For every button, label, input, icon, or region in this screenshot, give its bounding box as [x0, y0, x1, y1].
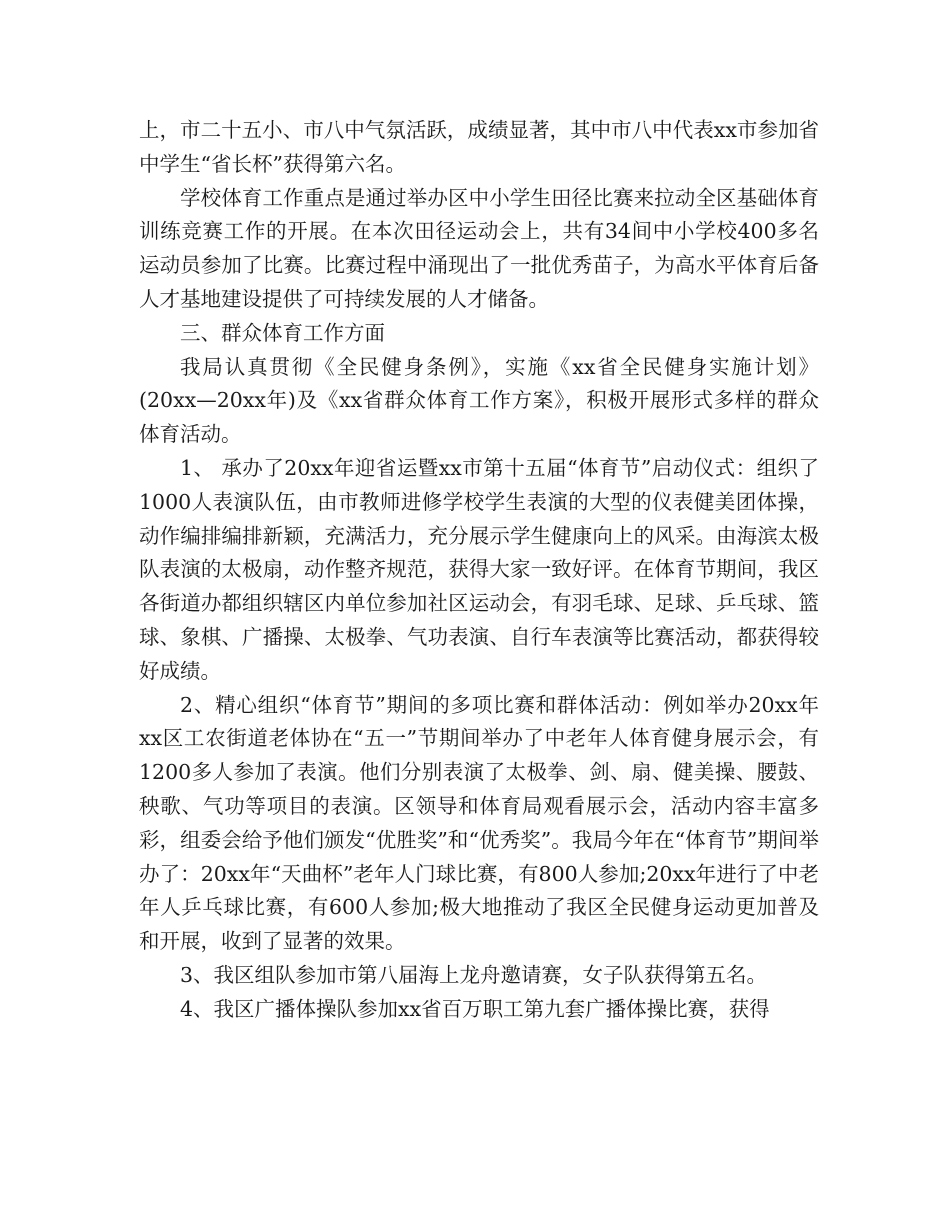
- paragraph-continuation: 上，市二十五小、市八中气氛活跃，成绩显著，其中市八中代表xx市参加省中学生“省长杯”获得第六名。: [139, 118, 819, 176]
- paragraph-fitness-regulations: 我局认真贯彻《全民健身条例》，实施《xx省全民健身实施计划》(20xx—20xx年)及《xx省群众体育工作方案》，积极开展形式多样的群众体育活动。: [139, 354, 819, 447]
- paragraph-item-4: 4、我区广播体操队参加xx省百万职工第九套广播体操比赛，获得: [180, 996, 770, 1021]
- paragraph-item-3: 3、我区组队参加市第八届海上龙舟邀请赛，女子队获得第五名。: [180, 962, 768, 987]
- paragraph-item-2: 2、精心组织“体育节”期间的多项比赛和群体活动：例如举办20xx年xx区工农街道老体协在“五一”节期间举办了中老年人体育健身展示会，有1200多人参加了表演。他们分别表演了太极拳、剑、扇、健美操、腰鼓、秧歌、气功等项目的表演。区领导和体育局观看展示会，活动内容丰富多彩，组委会给予他们颁发“优胜奖”和“优秀奖”。我局今年在“体育节”期间举办了：20xx年“天曲杯”老年人门球比赛，有800人参加;20xx年进行了中老年人乒乓球比赛，有600人参加;极大地推动了我区全民健身运动更加普及和开展，收到了显著的效果。: [139, 692, 819, 954]
- paragraph-item-1: 1、 承办了20xx年迎省运暨xx市第十五届“体育节”启动仪式：组织了1000人表演队伍，由市教师进修学校学生表演的大型的仪表健美团体操，动作编排编排新颖，充满活力，充分展示学生健康向上的风采。由海滨太极队表演的太极扇，动作整齐规范，获得大家一致好评。在体育节期间，我区各街道办都组织辖区内单位参加社区运动会，有羽毛球、足球、乒乓球、篮球、象棋、广播操、太极拳、气功表演、自行车表演等比赛活动，都获得较好成绩。: [139, 455, 819, 683]
- section-heading-mass-sports: 三、群众体育工作方面: [180, 320, 385, 345]
- document-body: [139, 114, 819, 1027]
- paragraph-school-sports: 学校体育工作重点是通过举办区中小学生田径比赛来拉动全区基础体育训练竞赛工作的开展。在本次田径运动会上，共有34间中小学校400多名运动员参加了比赛。比赛过程中涌现出了一批优秀苗子，为高水平体育后备人才基地建设提供了可持续发展的人才储备。: [139, 185, 819, 311]
